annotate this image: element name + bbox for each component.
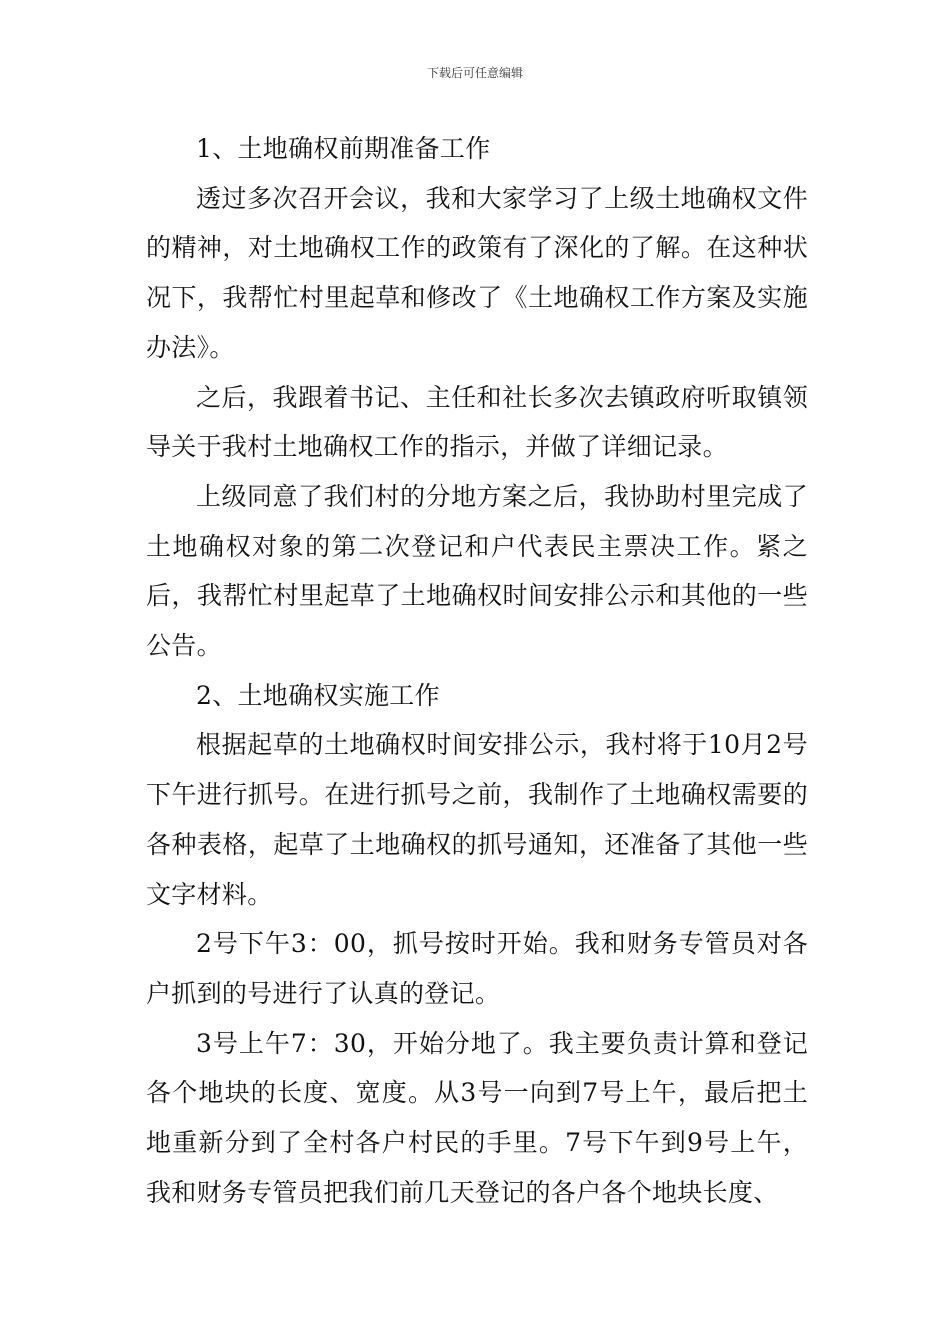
document-body	[146, 124, 808, 1217]
paragraph: 3号上午7：30，开始分地了。我主要负责计算和登记各个地块的长度、宽度。从3号一向到7号上午，最后把土地重新分到了全村各户村民的手里。7号下午到9号上午，我和财务专管员把我们前几天登记的各户各个地块长度、	[146, 1028, 808, 1207]
paragraph: 2号下午3：00，抓号按时开始。我和财务专管员对各户抓到的号进行了认真的登记。	[146, 929, 808, 1008]
paragraph: 之后，我跟着书记、主任和社长多次去镇政府听取镇领导关于我村土地确权工作的指示，并做了详细记录。	[146, 382, 808, 462]
paragraph: 透过多次召开会议，我和大家学习了上级土地确权文件的精神，对土地确权工作的政策有了深化的了解。在这种状况下，我帮忙村里起草和修改了《土地确权工作方案及实施办法》。	[146, 183, 808, 362]
section-heading-1: 1、土地确权前期准备工作	[196, 134, 491, 163]
paragraph: 根据起草的土地确权时间安排公示，我村将于10月2号下午进行抓号。在进行抓号之前，我制作了土地确权需要的各种表格，起草了土地确权的抓号通知，还准备了其他一些文字材料。	[146, 730, 808, 909]
paragraph: 上级同意了我们村的分地方案之后，我协助村里完成了土地确权对象的第二次登记和户代表民主票决工作。紧之后，我帮忙村里起草了土地确权时间安排公示和其他的一些公告。	[146, 481, 808, 661]
page-header-note: 下载后可任意编辑	[426, 66, 523, 80]
section-heading-2: 2、土地确权实施工作	[196, 680, 440, 710]
